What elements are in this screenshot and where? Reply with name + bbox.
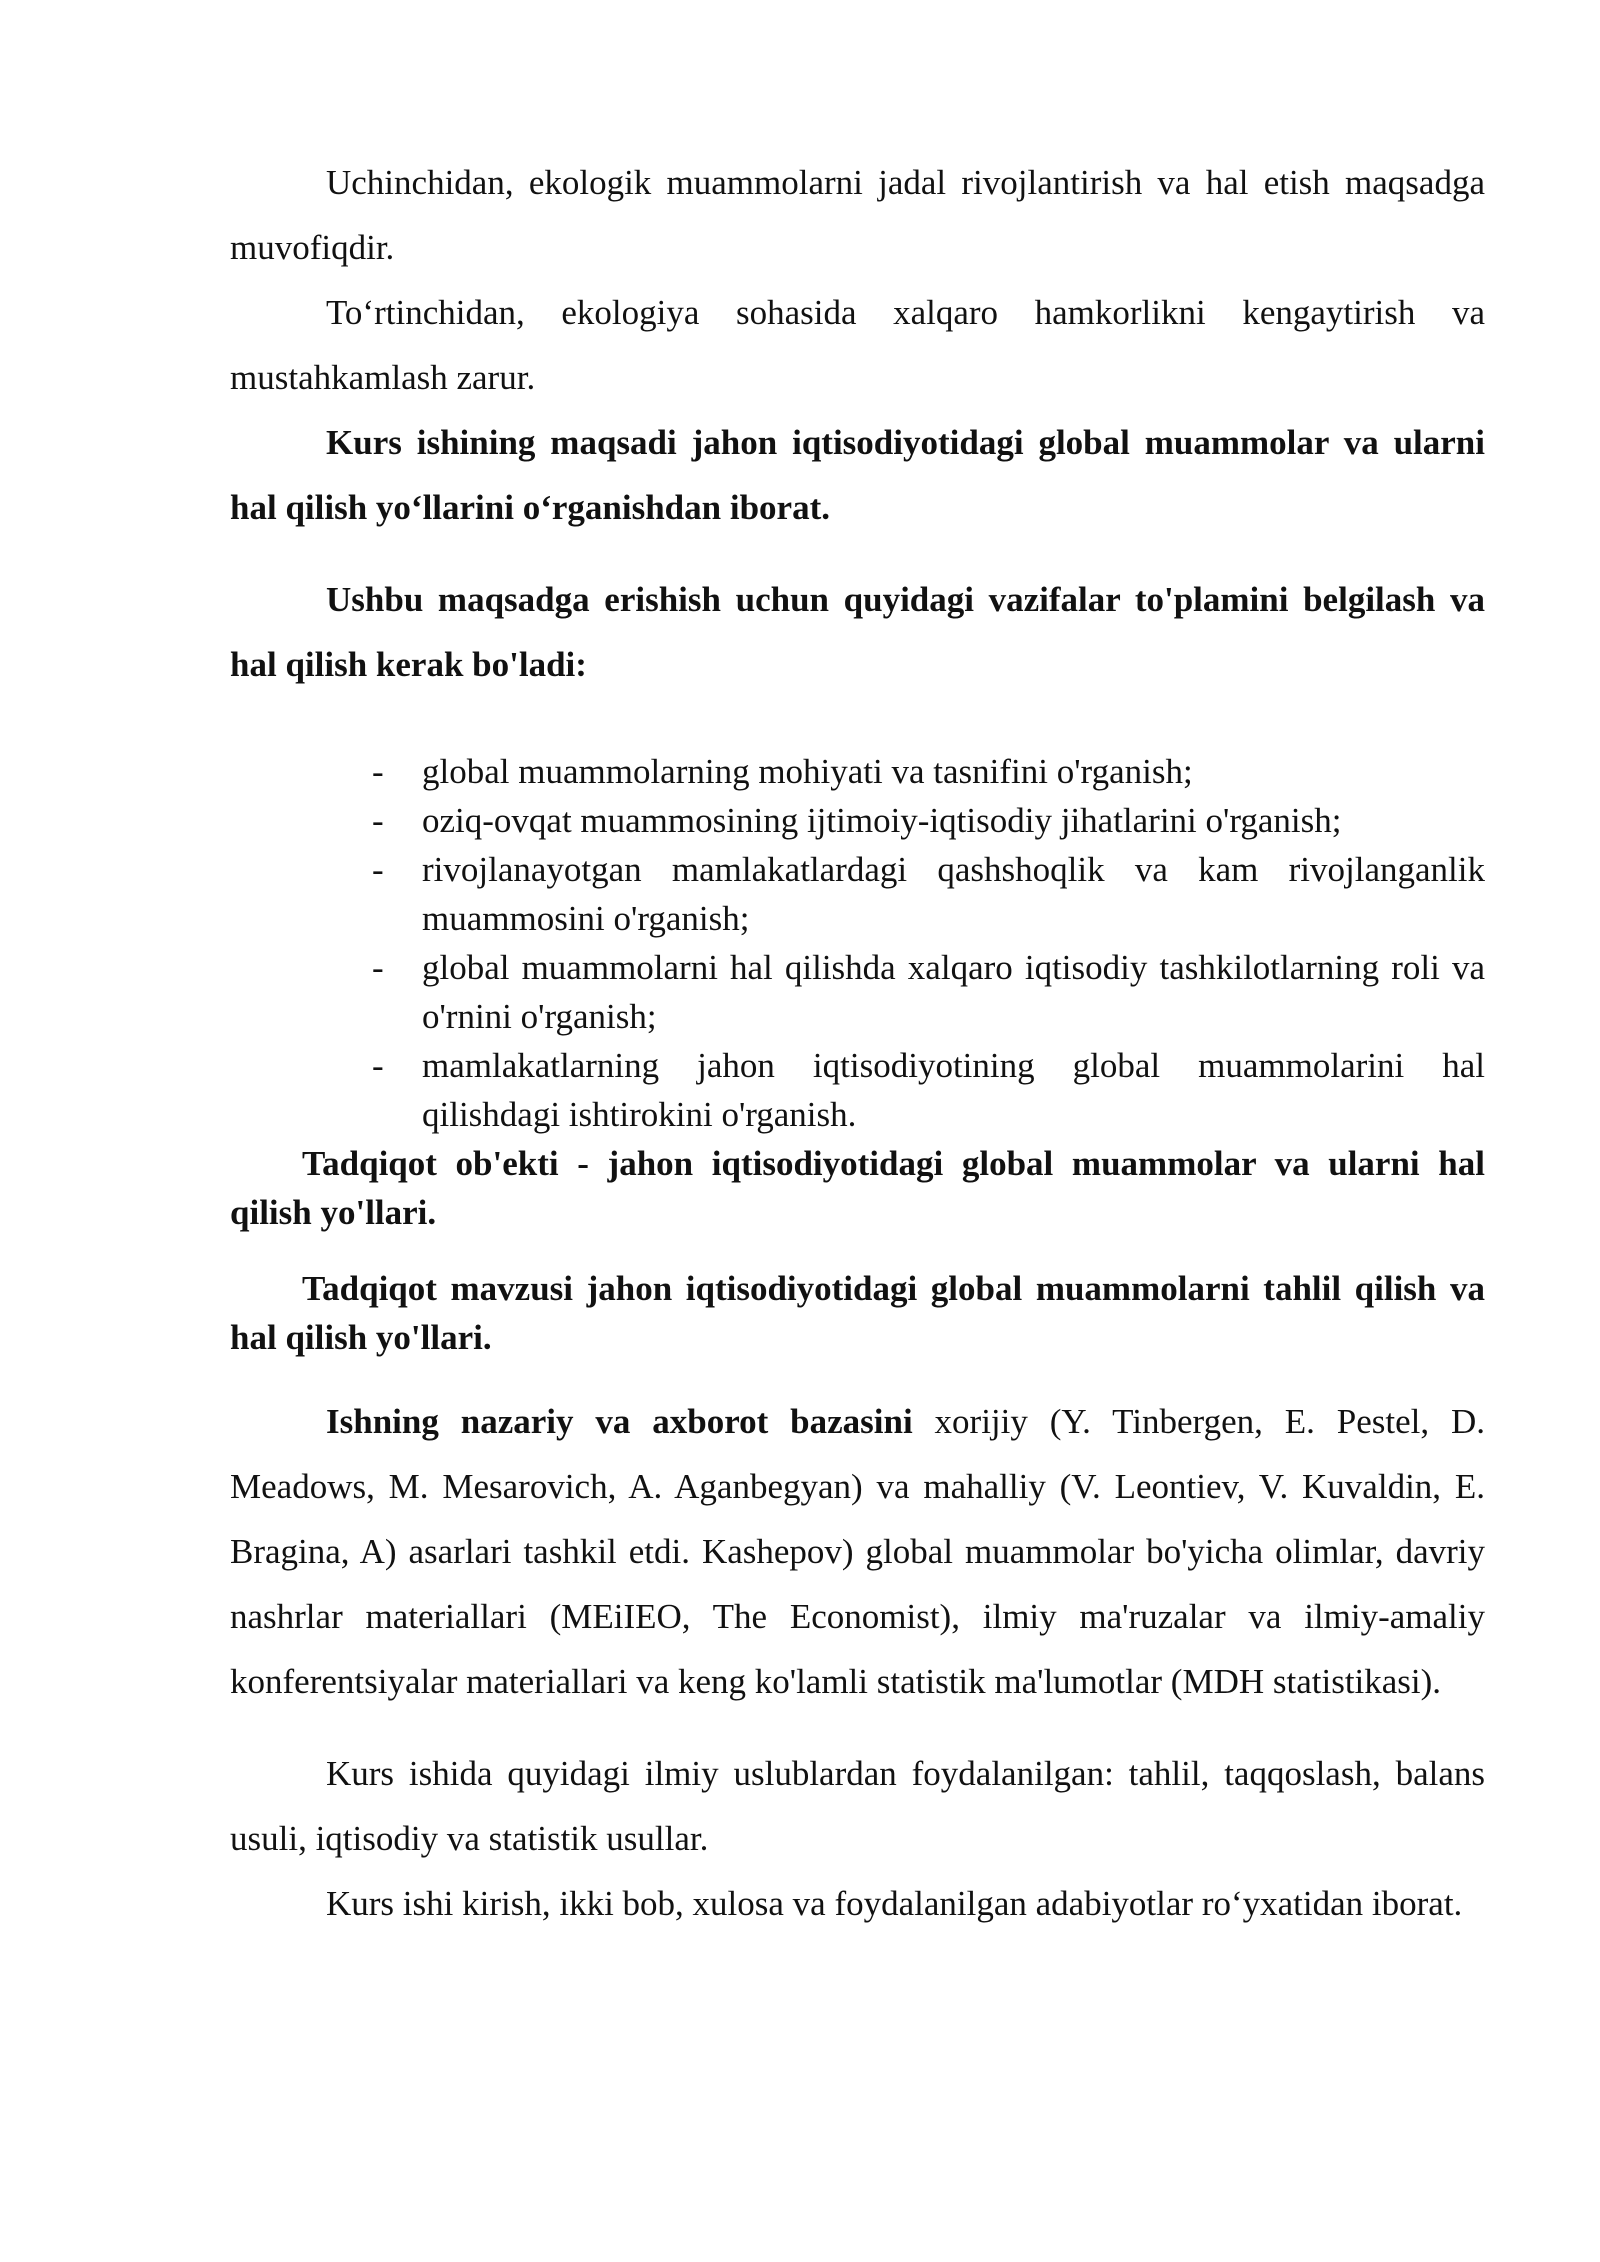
paragraph-tasks-intro: Ushbu maqsadga erishish uchun quyidagi vazifalar to'plamini belgilash va hal qilish kerak bo'ladi: (230, 580, 1485, 684)
list-dash: - (372, 752, 384, 791)
theoretical-base-heading: Ishning nazariy va axborot bazasini (326, 1402, 913, 1441)
list-dash: - (372, 1046, 384, 1085)
theoretical-base-text: xorijiy (Y. Tinbergen, E. Pestel, D. Meadows, M. Mesarovich, A. Aganbegyan) va mahalliy (V. Leontiev, V. Kuvaldin, E. Bragina, A) asarlari tashkil etdi. Kashepov) global muammolar bo'yicha olimlar, davriy nashrlar materiallari (MEiIEO, The Economist), ilmiy ma'ruzalar va ilmiy-amaliy konferentsiyalar materiallari va keng ko'lamli statistik ma'lumotlar (MDH statistikasi). (230, 1402, 1485, 1701)
document-page (230, 150, 1485, 1936)
list-item-text: global muammolarning mohiyati va tasnifini o'rganish; (422, 752, 1193, 791)
list-item-text: mamlakatlarning jahon iqtisodiyotining global muammolarini hal qilishdagi ishtirokini o'rganish. (422, 1046, 1485, 1134)
list-item (372, 1041, 1485, 1139)
list-item-text: oziq-ovqat muammosining ijtimoiy-iqtisodiy jihatlarini o'rganish; (422, 801, 1342, 840)
list-item (372, 747, 1485, 796)
list-dash: - (372, 850, 384, 889)
paragraph-methods: Kurs ishida quyidagi ilmiy uslublardan foydalanilgan: tahlil, taqqoslash, balans usuli, iqtisodiy va statistik usullar. (230, 1754, 1485, 1858)
list-dash: - (372, 948, 384, 987)
list-item-text: global muammolarni hal qilishda xalqaro iqtisodiy tashkilotlarning roli va o'rnini o'rganish; (422, 948, 1485, 1036)
paragraph-third-point: Uchinchidan, ekologik muammolarni jadal rivojlantirish va hal etish maqsadga muvofiqdir. (230, 163, 1485, 267)
paragraph-theoretical-base (230, 1389, 1485, 1714)
paragraph-fourth-point: To‘rtinchidan, ekologiya sohasida xalqaro hamkorlikni kengaytirish va mustahkamlash zarur. (230, 293, 1485, 397)
list-dash: - (372, 801, 384, 840)
paragraph-structure: Kurs ishi kirish, ikki bob, xulosa va foydalanilgan adabiyotlar ro‘yxatidan iborat. (326, 1884, 1463, 1923)
list-item-text: rivojlanayotgan mamlakatlardagi qashshoqlik va kam rivojlanganlik muammosini o'rganish; (422, 850, 1485, 938)
paragraph-research-subject: Tadqiqot mavzusi jahon iqtisodiyotidagi global muammolarni tahlil qilish va hal qilish yo'llari. (230, 1269, 1485, 1357)
list-item (372, 943, 1485, 1041)
tasks-list (230, 747, 1485, 1139)
list-item (372, 845, 1485, 943)
paragraph-course-aim: Kurs ishining maqsadi jahon iqtisodiyotidagi global muammolar va ularni hal qilish yo‘llarini o‘rganishdan iborat. (230, 423, 1485, 527)
list-item (372, 796, 1485, 845)
paragraph-research-object: Tadqiqot ob'ekti - jahon iqtisodiyotidagi global muammolar va ularni hal qilish yo'llari. (230, 1144, 1485, 1232)
